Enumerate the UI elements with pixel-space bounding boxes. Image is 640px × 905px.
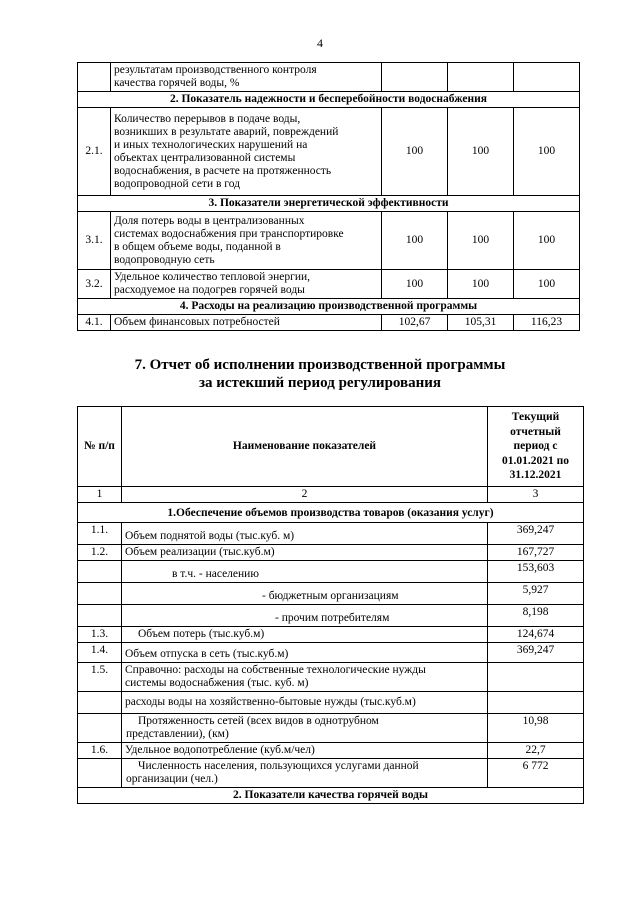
value-cell: 100 bbox=[448, 212, 514, 270]
value-cell: 153,603 bbox=[488, 561, 584, 583]
value-cell: 100 bbox=[514, 108, 580, 196]
header-name: Наименование показателей bbox=[122, 407, 488, 487]
table-row bbox=[78, 212, 580, 270]
section-row bbox=[78, 788, 584, 804]
row-name-line: водопроводную сеть bbox=[114, 253, 215, 266]
row-number: 3.2. bbox=[78, 270, 111, 299]
value-cell: 369,247 bbox=[488, 643, 584, 663]
row-name: Объем реализации (тыс.куб.м) bbox=[122, 545, 488, 561]
table-row bbox=[78, 643, 584, 663]
row-name-line: водоснабжения, в расчете на протяженность bbox=[114, 164, 332, 177]
row-name-line: Справочно: расходы на собственные технологические нужды bbox=[125, 664, 426, 676]
program-report-table bbox=[77, 406, 584, 804]
header-period bbox=[488, 407, 584, 487]
table-row bbox=[78, 108, 580, 196]
row-name: - бюджетным организациям bbox=[122, 583, 488, 605]
section-heading: 2. Показатель надежности и бесперебойности водоснабжения bbox=[78, 92, 580, 108]
row-name-line: результатам производственного контроля bbox=[114, 64, 317, 76]
section-heading: 4. Расходы на реализацию производственной программы bbox=[78, 299, 580, 315]
section-7-title bbox=[0, 356, 640, 392]
value-cell bbox=[488, 663, 584, 692]
table-row bbox=[78, 714, 584, 743]
section-heading: 2. Показатели качества горячей воды bbox=[78, 788, 584, 804]
row-number-cell bbox=[78, 63, 111, 92]
row-name-cell bbox=[111, 63, 382, 92]
header-row bbox=[78, 407, 584, 487]
row-name-line: возникших в результате аварий, повреждений bbox=[114, 125, 339, 138]
value-cell: 100 bbox=[382, 108, 448, 196]
column-number: 3 bbox=[488, 487, 584, 503]
value-cell: 100 bbox=[382, 270, 448, 299]
table-row bbox=[78, 583, 584, 605]
table-row bbox=[78, 523, 584, 545]
row-name-line: Удельное количество тепловой энергии, bbox=[114, 271, 311, 283]
row-name-line: системах водоснабжения при транспортировке bbox=[114, 227, 344, 240]
row-number: 1.3. bbox=[78, 627, 122, 643]
value-cell: 100 bbox=[514, 270, 580, 299]
section-row bbox=[78, 503, 584, 523]
row-name: Удельное водопотребление (куб.м/чел) bbox=[122, 743, 488, 759]
table-row bbox=[78, 627, 584, 643]
row-number: 2.1. bbox=[78, 108, 111, 196]
row-name-line: представлении), (км) bbox=[126, 728, 229, 740]
row-name-cell bbox=[111, 108, 382, 196]
section-title-line: за истекший период регулирования bbox=[198, 375, 442, 391]
header-period-line: 31.12.2021 bbox=[509, 469, 562, 482]
row-name-line: Численность населения, пользующихся услугами данной bbox=[138, 760, 419, 772]
row-name-line: Доля потерь воды в централизованных bbox=[114, 214, 305, 227]
row-number: 3.1. bbox=[78, 212, 111, 270]
value-cell: 100 bbox=[382, 212, 448, 270]
column-number: 2 bbox=[122, 487, 488, 503]
row-name: Объем поднятой воды (тыс.куб. м) bbox=[122, 523, 488, 545]
value-cell: 102,67 bbox=[382, 315, 448, 331]
column-number-row bbox=[78, 487, 584, 503]
header-period-line: период с bbox=[513, 440, 558, 453]
row-name-line: Количество перерывов в подаче воды, bbox=[114, 112, 301, 125]
row-number: 1.5. bbox=[78, 663, 122, 692]
value-cell: 167,727 bbox=[488, 545, 584, 561]
header-period-line: Текущий bbox=[511, 411, 560, 424]
table-row bbox=[78, 545, 584, 561]
row-name-cell bbox=[111, 212, 382, 270]
row-name: Объем финансовых потребностей bbox=[111, 315, 382, 331]
value-cell: 22,7 bbox=[488, 743, 584, 759]
row-number: 4.1. bbox=[78, 315, 111, 331]
value-cell: 10,98 bbox=[488, 714, 584, 743]
row-name-line: объектах централизованной системы bbox=[114, 151, 296, 164]
table-row bbox=[78, 692, 584, 714]
indicators-table-continued bbox=[77, 62, 580, 331]
table-row bbox=[78, 63, 580, 92]
row-name-line: организации (чел.) bbox=[126, 773, 218, 785]
header-period-line: отчетный bbox=[510, 425, 561, 438]
value-cell: 8,198 bbox=[488, 605, 584, 627]
value-cell bbox=[488, 692, 584, 714]
value-cell: 100 bbox=[448, 270, 514, 299]
section-row bbox=[78, 299, 580, 315]
table-row bbox=[78, 759, 584, 788]
column-number: 1 bbox=[78, 487, 122, 503]
value-cell: 100 bbox=[514, 212, 580, 270]
row-name-cell bbox=[111, 270, 382, 299]
section-heading: 3. Показатели энергетической эффективности bbox=[78, 196, 580, 212]
row-name-cell bbox=[122, 663, 488, 692]
value-cell: 100 bbox=[448, 108, 514, 196]
section-title-line: 7. Отчет об исполнении производственной программы bbox=[134, 357, 506, 373]
row-name-line: Протяженность сетей (всех видов в однотрубном bbox=[138, 715, 379, 727]
row-name: расходы воды на хозяйственно-бытовые нужды (тыс.куб.м) bbox=[122, 692, 488, 714]
value-cell: 6 772 bbox=[488, 759, 584, 788]
row-number: 1.4. bbox=[78, 643, 122, 663]
row-name-line: качества горячей воды, % bbox=[114, 77, 240, 89]
section-row bbox=[78, 196, 580, 212]
header-period-line: 01.01.2021 по bbox=[501, 454, 569, 467]
row-number: 1.2. bbox=[78, 545, 122, 561]
value-cell: 5,927 bbox=[488, 583, 584, 605]
row-number: 1.6. bbox=[78, 743, 122, 759]
row-name-line: в общем объеме воды, поданной в bbox=[114, 240, 281, 253]
value-cell: 124,674 bbox=[488, 627, 584, 643]
row-number: 1.1. bbox=[78, 523, 122, 545]
row-name: в т.ч. - населению bbox=[122, 561, 488, 583]
row-name: Объем отпуска в сеть (тыс.куб.м) bbox=[122, 643, 488, 663]
table-row bbox=[78, 270, 580, 299]
table-row bbox=[78, 605, 584, 627]
value-cell: 116,23 bbox=[514, 315, 580, 331]
row-name-line: расходуемое на подогрев горячей воды bbox=[114, 284, 305, 296]
table-row bbox=[78, 561, 584, 583]
row-name-line: и иных технологических нарушений на bbox=[114, 138, 308, 151]
table-row bbox=[78, 315, 580, 331]
row-name-line: системы водоснабжения (тыс. куб. м) bbox=[125, 677, 309, 689]
row-name: Объем потерь (тыс.куб.м) bbox=[122, 627, 488, 643]
row-name-cell bbox=[122, 759, 488, 788]
page-number: 4 bbox=[317, 36, 323, 50]
value-cell: 105,31 bbox=[448, 315, 514, 331]
section-heading: 1.Обеспечение объемов производства товаров (оказания услуг) bbox=[78, 503, 584, 523]
table-row bbox=[78, 743, 584, 759]
row-name-line: водопроводной сети в год bbox=[114, 177, 240, 190]
row-name: - прочим потребителям bbox=[122, 605, 488, 627]
section-row bbox=[78, 92, 580, 108]
value-cell: 369,247 bbox=[488, 523, 584, 545]
header-number: № п/п bbox=[78, 407, 122, 487]
row-name-cell bbox=[122, 714, 488, 743]
table-row bbox=[78, 663, 584, 692]
